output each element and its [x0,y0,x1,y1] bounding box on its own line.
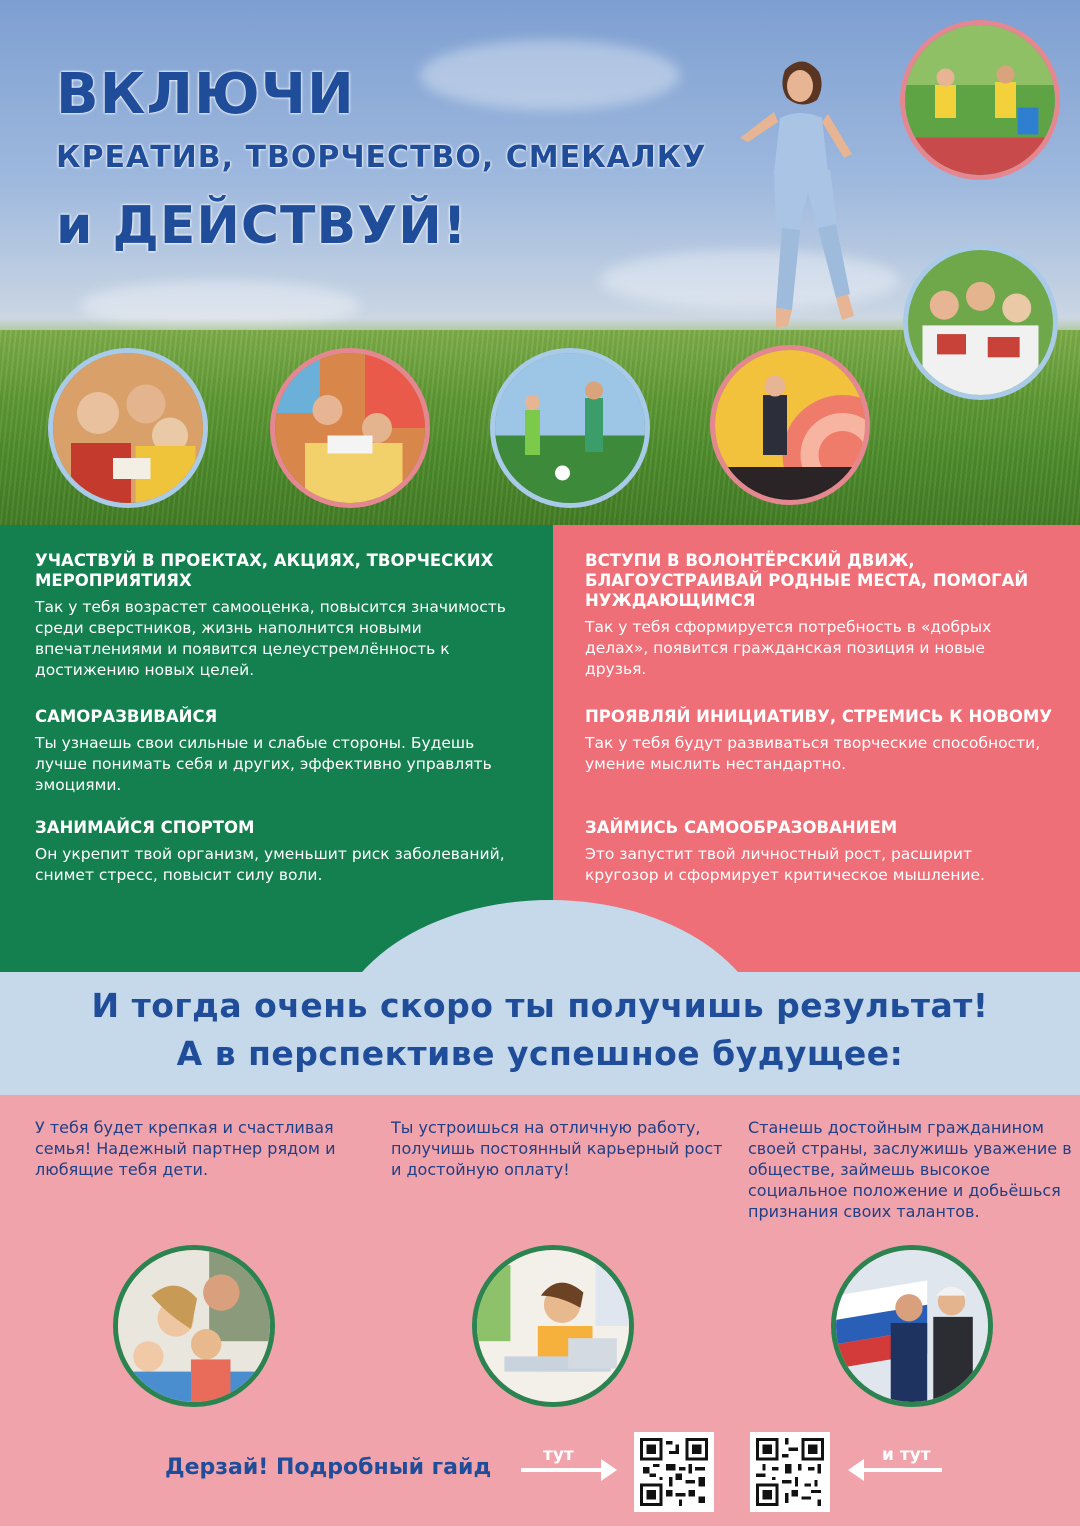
running-girl-image [730,50,860,350]
hero-title-line-1: ВКЛЮЧИ [56,62,355,127]
item-text: Ты узнаешь свои сильные и слабые стороны. Будешь лучше понимать себя и других, эффективно управлять эмоциями. [35,734,492,794]
citizens-flag-photo [831,1245,993,1407]
right-item-initiative [585,707,1055,775]
volunteers-park-photo [900,20,1060,180]
future-family-text: У тебя будет крепкая и счастливая семья! Надежный партнер рядом и любящие тебя дети. [35,1118,336,1179]
item-text: Так у тебя будут развиваться творческие способности, умение мыслить нестандартно. [585,734,1041,773]
woman-working-photo [472,1245,634,1407]
future-citizen-text: Станешь достойным гражданином своей страны, заслужишь уважение в обществе, займешь высокое социальное положение и добьёшься признания своих талантов. [748,1118,1072,1221]
hero-title-line-2: КРЕАТИВ, ТВОРЧЕСТВО, СМЕКАЛКУ [56,140,707,175]
item-heading: ВСТУПИ В ВОЛОНТЁРСКИЙ ДВИЖ, БЛАГОУСТРАИВАЙ РОДНЫЕ МЕСТА, ПОМОГАЙ НУЖДАЮЩИМСЯ [585,551,1029,610]
hero-section [0,0,1080,525]
left-item-projects [35,551,525,681]
qr-code-2[interactable] [750,1432,830,1512]
left-item-sport [35,818,525,886]
arrow-left-icon [862,1468,942,1472]
item-heading: ЗАЙМИСЬ САМООБРАЗОВАНИЕМ [585,818,898,837]
item-text: Он укрепит твой организм, уменьшит риск заболеваний, снимет стресс, повысит силу воли. [35,845,505,884]
item-heading: ПРОЯВЛЯЙ ИНИЦИАТИВУ, СТРЕМИСЬ К НОВОМУ [585,707,1053,726]
teens-studying-photo [48,348,208,508]
item-heading: УЧАСТВУЙ В ПРОЕКТАХ, АКЦИЯХ, ТВОРЧЕСКИХ МЕРОПРИЯТИЯХ [35,551,494,590]
right-item-self-education [585,818,1045,886]
qr-code-1[interactable] [634,1432,714,1512]
item-text: Так у тебя сформируется потребность в «добрых делах», появится гражданская позиция и новые друзья. [585,618,992,678]
qr-code-icon [640,1438,708,1506]
right-item-volunteering [585,551,1045,680]
stage-speaker-photo [710,345,870,505]
item-text: Так у тебя возрастет самооценка, повысится значимость среди сверстников, жизнь наполнится новыми впечатлениями и появится целеустремлённость к достижению новых целей. [35,598,506,679]
left-item-self-development [35,707,530,796]
qr-code-icon [756,1438,824,1506]
guide-label: Дерзай! Подробный гайд [165,1455,492,1480]
arrow-right-icon [521,1468,603,1472]
reading-friends-photo [903,245,1058,400]
happy-family-photo [113,1245,275,1407]
result-line-2: А в перспективе успешное будущее: [176,1034,904,1073]
future-career-text: Ты устроишься на отличную работу, получишь постоянный карьерный рост и достойную оплату! [391,1118,723,1179]
creative-event-photo [270,348,430,508]
item-text: Это запустит твой личностный рост, расширит кругозор и сформирует критическое мышление. [585,845,985,884]
arrow-label-here: тут [543,1445,574,1465]
football-photo [490,348,650,508]
item-heading: САМОРАЗВИВАЙСЯ [35,707,218,726]
cloud-decoration [420,40,680,110]
result-line-1: И тогда очень скоро ты получишь результат! [91,986,989,1025]
arrow-label-and-here: и тут [882,1445,931,1465]
hero-title-line-3: и ДЕЙСТВУЙ! [56,196,468,256]
item-heading: ЗАНИМАЙСЯ СПОРТОМ [35,818,255,837]
